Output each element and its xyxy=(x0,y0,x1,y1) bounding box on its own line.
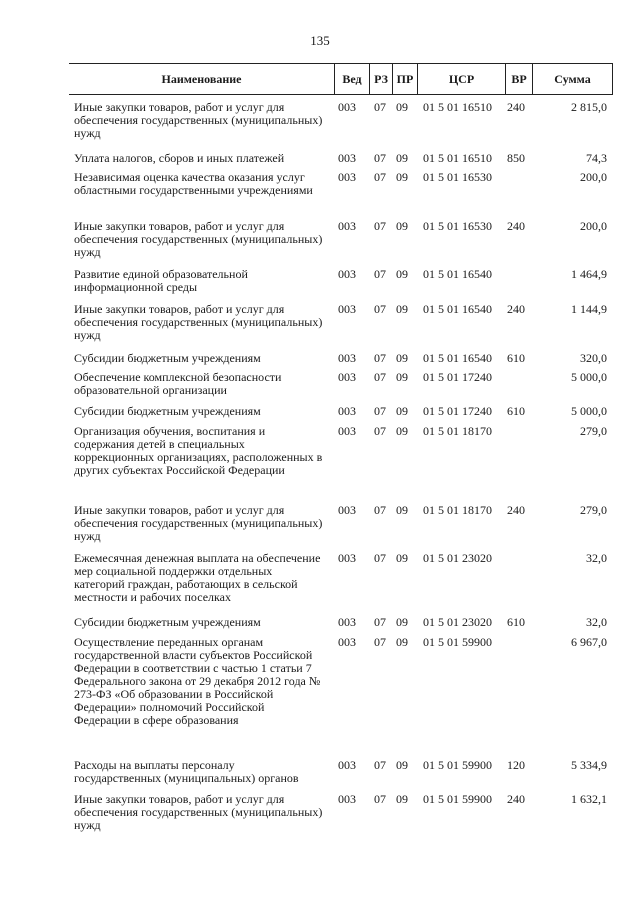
row-name: Иные закупки товаров, работ и услуг для обеспечения государственных (муниципальных) нужд xyxy=(74,100,323,140)
row-csr: 01 5 01 18170 xyxy=(423,503,492,517)
page-number: 135 xyxy=(310,33,330,48)
row-name: Независимая оценка качества оказания услуг областными государственными учреждениями xyxy=(74,170,313,197)
row-ved: 003 xyxy=(338,758,356,772)
row-name: Иные закупки товаров, работ и услуг для обеспечения государственных (муниципальных) нужд xyxy=(74,219,323,259)
row-pr: 09 xyxy=(396,170,408,184)
row-sum: 32,0 xyxy=(586,551,607,565)
row-vr: 850 xyxy=(507,151,525,165)
row-name: Иные закупки товаров, работ и услуг для обеспечения государственных (муниципальных) нужд xyxy=(74,302,323,342)
row-sum: 279,0 xyxy=(580,424,607,438)
row-csr: 01 5 01 23020 xyxy=(423,615,492,629)
row-ved: 003 xyxy=(338,100,356,114)
row-name: Субсидии бюджетным учреждениям xyxy=(74,351,261,365)
row-name: Ежемесячная денежная выплата на обеспечение мер социальной поддержки отдельных категорий граждан, работающих в сельской местности и рабочих поселках xyxy=(74,551,321,604)
row-name: Осуществление переданных органам государственной власти субъектов Российской Федерации в соответствии с частью 1 статьи 7 Федерального закона от 29 декабря 2012 года № 273-ФЗ «Об образовании в Российской Федерации» полномочий Российской Федерации в сфере образования xyxy=(74,635,321,727)
row-vr: 240 xyxy=(507,792,525,806)
row-ved: 003 xyxy=(338,551,356,565)
row-ved: 003 xyxy=(338,404,356,418)
row-csr: 01 5 01 16530 xyxy=(423,219,492,233)
row-rz: 07 xyxy=(374,615,386,629)
row-ved: 003 xyxy=(338,351,356,365)
row-rz: 07 xyxy=(374,100,386,114)
row-sum: 74,3 xyxy=(586,151,607,165)
row-pr: 09 xyxy=(396,151,408,165)
row-pr: 09 xyxy=(396,351,408,365)
row-vr: 610 xyxy=(507,615,525,629)
row-vr: 610 xyxy=(507,404,525,418)
row-pr: 09 xyxy=(396,404,408,418)
row-rz: 07 xyxy=(374,404,386,418)
row-vr: 120 xyxy=(507,758,525,772)
header-vr: ВР xyxy=(505,64,532,94)
row-ved: 003 xyxy=(338,424,356,438)
row-pr: 09 xyxy=(396,615,408,629)
row-name: Уплата налогов, сборов и иных платежей xyxy=(74,151,285,165)
row-sum: 5 000,0 xyxy=(571,370,607,384)
row-pr: 09 xyxy=(396,503,408,517)
row-csr: 01 5 01 17240 xyxy=(423,370,492,384)
header-pr: ПР xyxy=(392,64,417,94)
row-rz: 07 xyxy=(374,351,386,365)
row-ved: 003 xyxy=(338,267,356,281)
row-sum: 32,0 xyxy=(586,615,607,629)
row-ved: 003 xyxy=(338,302,356,316)
row-ved: 003 xyxy=(338,370,356,384)
row-sum: 1 144,9 xyxy=(571,302,607,316)
row-name: Иные закупки товаров, работ и услуг для обеспечения государственных (муниципальных) нужд xyxy=(74,792,323,832)
row-pr: 09 xyxy=(396,302,408,316)
row-name: Субсидии бюджетным учреждениям xyxy=(74,404,261,418)
row-sum: 320,0 xyxy=(580,351,607,365)
row-sum: 200,0 xyxy=(580,170,607,184)
header-rz: РЗ xyxy=(369,64,392,94)
header-csr: ЦСР xyxy=(417,64,505,94)
row-name: Иные закупки товаров, работ и услуг для обеспечения государственных (муниципальных) нужд xyxy=(74,503,323,543)
row-csr: 01 5 01 59900 xyxy=(423,792,492,806)
row-sum: 200,0 xyxy=(580,219,607,233)
row-sum: 5 000,0 xyxy=(571,404,607,418)
header-sum: Сумма xyxy=(532,64,613,94)
row-csr: 01 5 01 23020 xyxy=(423,551,492,565)
row-pr: 09 xyxy=(396,267,408,281)
row-csr: 01 5 01 16510 xyxy=(423,151,492,165)
row-rz: 07 xyxy=(374,302,386,316)
row-csr: 01 5 01 16540 xyxy=(423,302,492,316)
row-pr: 09 xyxy=(396,219,408,233)
row-pr: 09 xyxy=(396,100,408,114)
header-name: Наименование xyxy=(161,71,242,86)
row-name: Организация обучения, воспитания и содержания детей в специальных коррекционных организациях, расположенных в других субъектах Российской Федерации xyxy=(74,424,323,477)
row-csr: 01 5 01 16540 xyxy=(423,267,492,281)
row-sum: 279,0 xyxy=(580,503,607,517)
row-csr: 01 5 01 16510 xyxy=(423,100,492,114)
row-pr: 09 xyxy=(396,635,408,649)
row-name: Развитие единой образовательной информационной среды xyxy=(74,267,248,294)
row-csr: 01 5 01 16540 xyxy=(423,351,492,365)
row-name: Обеспечение комплексной безопасности образовательной организации xyxy=(74,370,282,397)
row-csr: 01 5 01 59900 xyxy=(423,758,492,772)
row-ved: 003 xyxy=(338,615,356,629)
row-pr: 09 xyxy=(396,551,408,565)
row-rz: 07 xyxy=(374,758,386,772)
row-csr: 01 5 01 16530 xyxy=(423,170,492,184)
row-csr: 01 5 01 18170 xyxy=(423,424,492,438)
row-rz: 07 xyxy=(374,219,386,233)
row-pr: 09 xyxy=(396,758,408,772)
row-ved: 003 xyxy=(338,792,356,806)
row-rz: 07 xyxy=(374,551,386,565)
row-sum: 5 334,9 xyxy=(571,758,607,772)
row-rz: 07 xyxy=(374,503,386,517)
row-vr: 240 xyxy=(507,219,525,233)
row-ved: 003 xyxy=(338,219,356,233)
row-rz: 07 xyxy=(374,792,386,806)
row-sum: 1 464,9 xyxy=(571,267,607,281)
row-rz: 07 xyxy=(374,267,386,281)
row-csr: 01 5 01 59900 xyxy=(423,635,492,649)
row-pr: 09 xyxy=(396,424,408,438)
row-rz: 07 xyxy=(374,151,386,165)
row-rz: 07 xyxy=(374,424,386,438)
row-vr: 240 xyxy=(507,100,525,114)
row-sum: 6 967,0 xyxy=(571,635,607,649)
header-ved: Вед xyxy=(334,64,369,94)
row-ved: 003 xyxy=(338,503,356,517)
row-name: Расходы на выплаты персоналу государственных (муниципальных) органов xyxy=(74,758,299,785)
row-sum: 2 815,0 xyxy=(571,100,607,114)
row-vr: 240 xyxy=(507,302,525,316)
row-pr: 09 xyxy=(396,370,408,384)
row-ved: 003 xyxy=(338,170,356,184)
row-rz: 07 xyxy=(374,635,386,649)
row-pr: 09 xyxy=(396,792,408,806)
row-ved: 003 xyxy=(338,635,356,649)
row-vr: 240 xyxy=(507,503,525,517)
row-rz: 07 xyxy=(374,370,386,384)
row-sum: 1 632,1 xyxy=(571,792,607,806)
row-ved: 003 xyxy=(338,151,356,165)
row-name: Субсидии бюджетным учреждениям xyxy=(74,615,261,629)
row-csr: 01 5 01 17240 xyxy=(423,404,492,418)
row-rz: 07 xyxy=(374,170,386,184)
row-vr: 610 xyxy=(507,351,525,365)
